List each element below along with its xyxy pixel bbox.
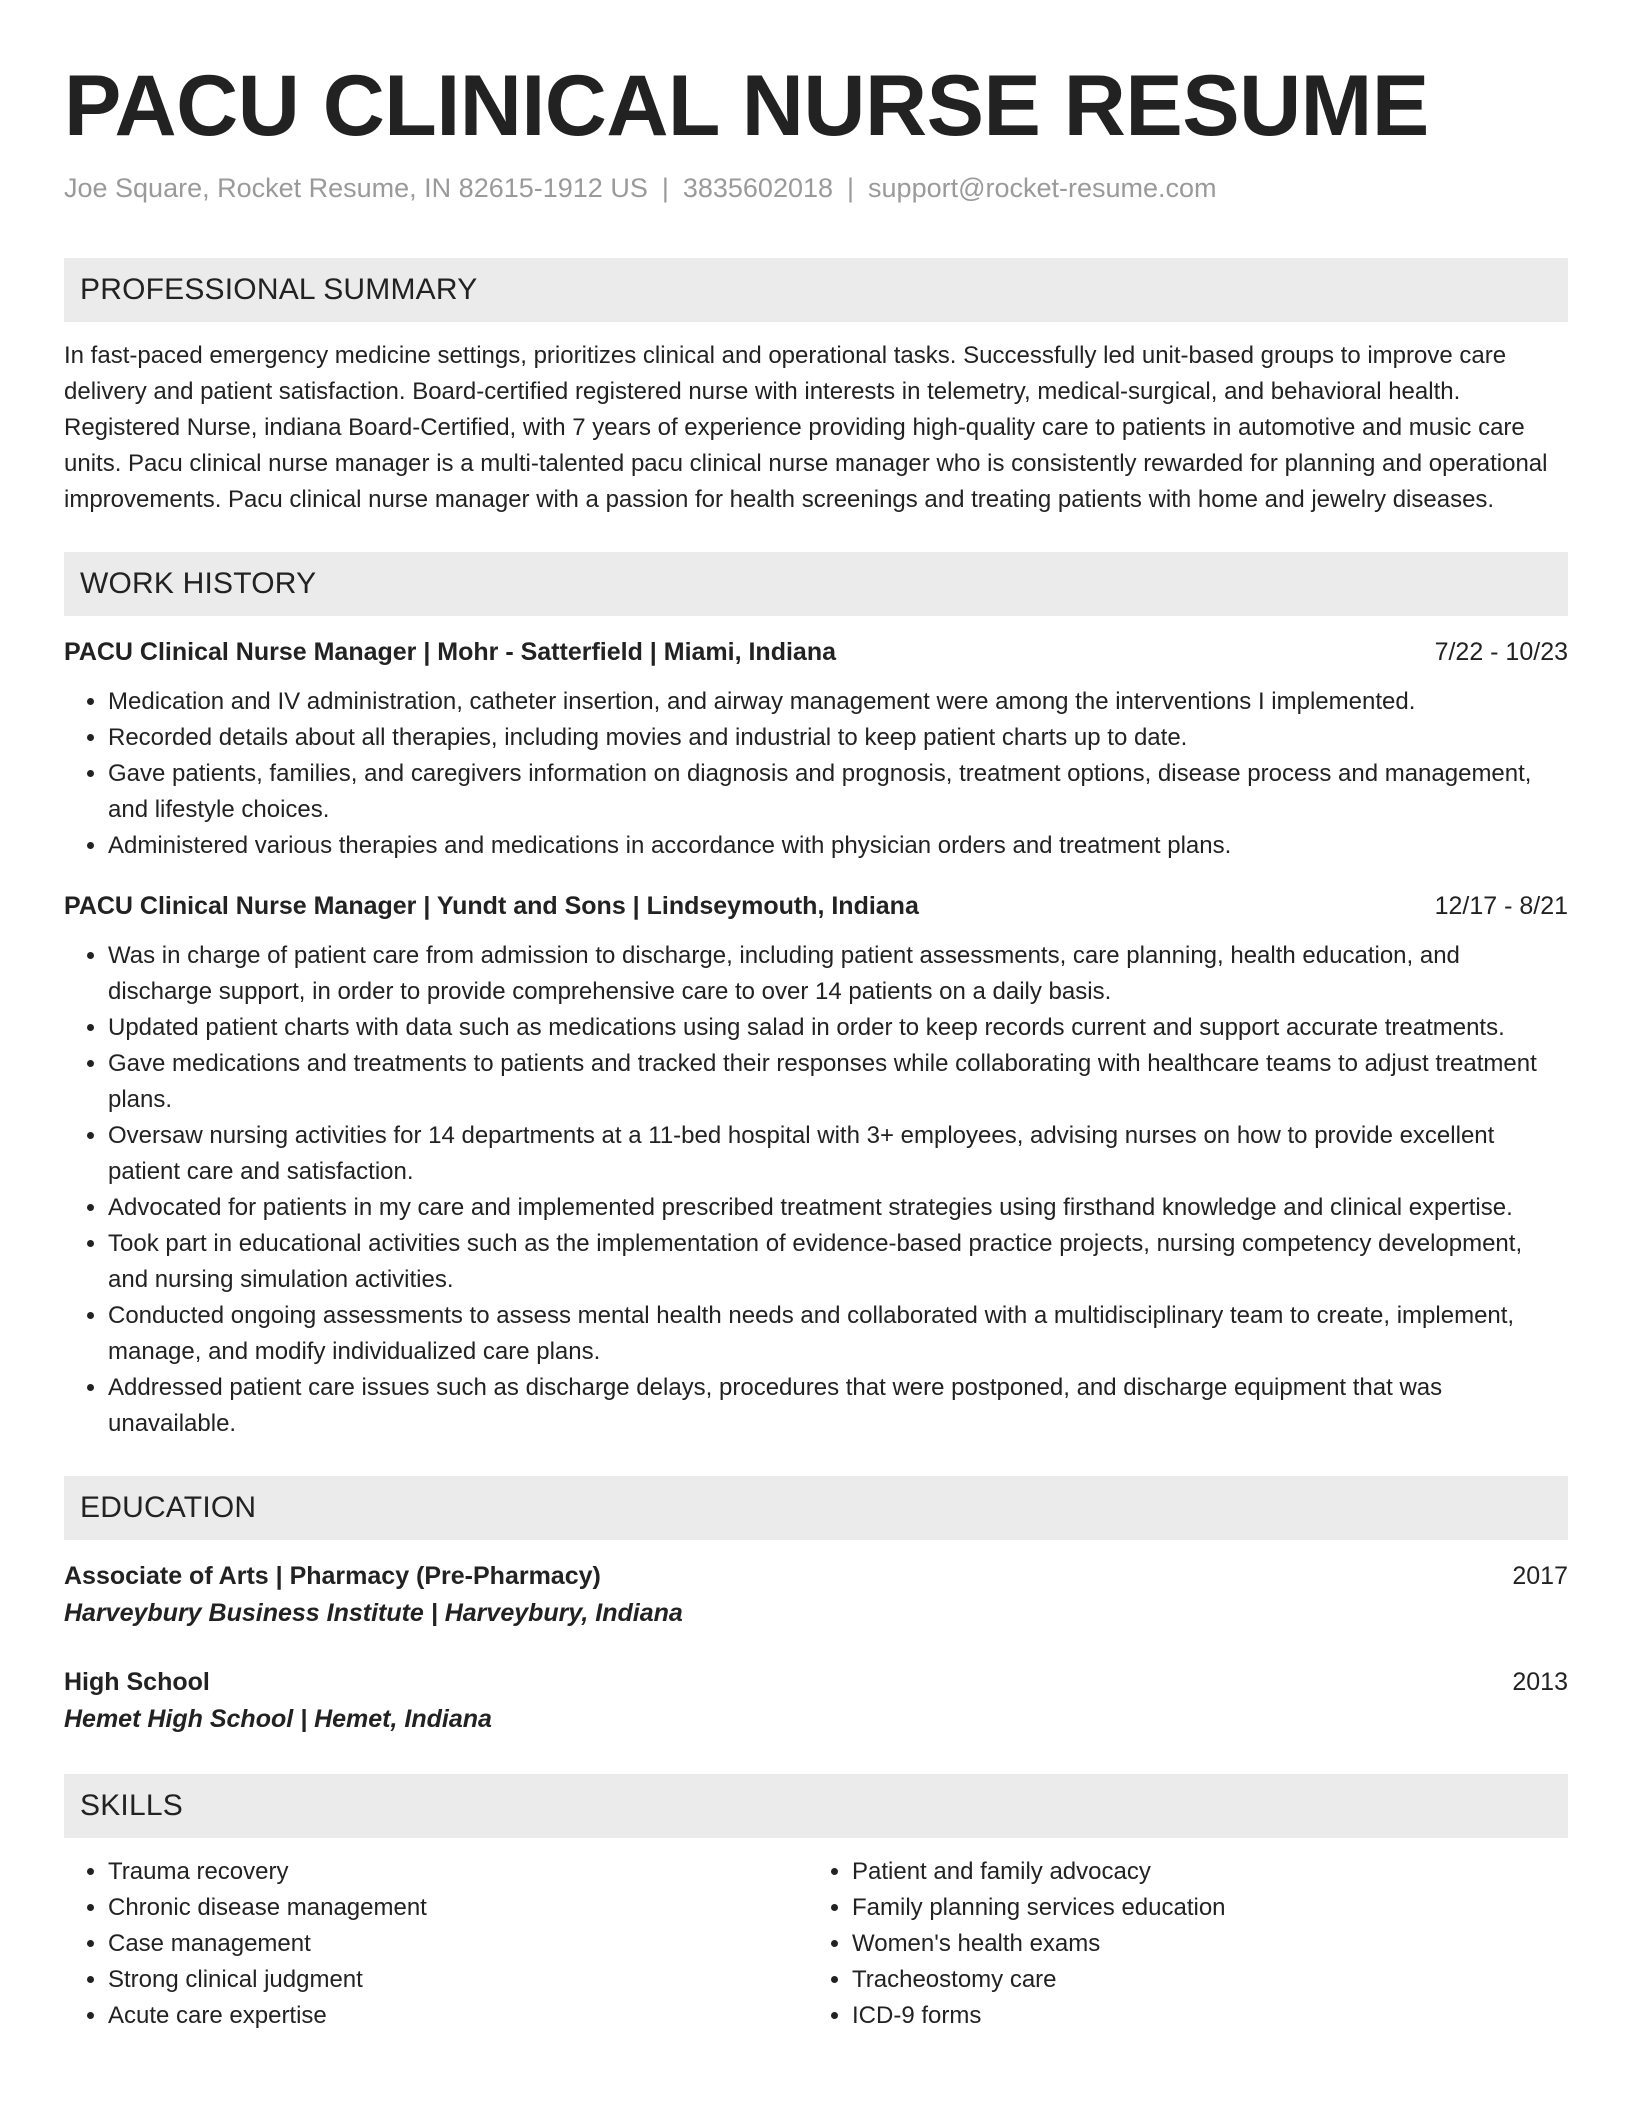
section-header-education: EDUCATION: [64, 1476, 1568, 1540]
job-bullet: • Advocated for patients in my care and implemented prescribed treatment strategies using firsthand knowledge and clinical expertise.: [108, 1190, 1568, 1226]
job-bullet: • Gave medications and treatments to patients and tracked their responses while collaborating with healthcare teams to adjust treatment plans.: [108, 1046, 1568, 1118]
job-bullet: • Updated patient charts with data such as medications using salad in order to keep records current and support accurate treatments.: [108, 1010, 1568, 1046]
job-header: [64, 888, 1568, 924]
skill-item: • Acute care expertise: [108, 1998, 808, 2034]
education-year: 2013: [1512, 1668, 1568, 1696]
skill-item: • Trauma recovery: [108, 1854, 808, 1890]
skills-list: [64, 1854, 1568, 2034]
job-entry: [64, 888, 1568, 1442]
contact-phone: 3835602018: [682, 173, 834, 203]
contact-email: support@rocket-resume.com: [868, 173, 1217, 203]
job-bullet: • Gave patients, families, and caregivers information on diagnosis and prognosis, treatment options, disease process and management, and lifestyle choices.: [108, 756, 1568, 828]
job-bullet: • Conducted ongoing assessments to assess mental health needs and collaborated with a multidisciplinary team to create, implement, manage, and modify individualized care plans.: [108, 1298, 1568, 1370]
contact-separator: |: [847, 173, 855, 203]
job-bullet: • Took part in educational activities such as the implementation of evidence-based practice projects, nursing competency development, and nursing simulation activities.: [108, 1226, 1568, 1298]
job-bullet: • Was in charge of patient care from admission to discharge, including patient assessments, care planning, health education, and discharge support, in order to provide comprehensive care to over 14 patients on a daily basis.: [108, 938, 1568, 1010]
section-header-summary: PROFESSIONAL SUMMARY: [64, 258, 1568, 322]
job-entry: [64, 634, 1568, 864]
skill-item: • Women's health exams: [852, 1926, 1568, 1962]
job-header: [64, 634, 1568, 670]
contact-separator: |: [661, 173, 669, 203]
job-title: PACU Clinical Nurse Manager | Mohr - Satterfield | Miami, Indiana: [64, 638, 836, 666]
contact-address: Joe Square, Rocket Resume, IN 82615-1912 US: [64, 173, 648, 203]
job-bullet: • Medication and IV administration, catheter insertion, and airway management were among the interventions I implemented.: [108, 684, 1568, 720]
education-entry: [64, 1664, 1568, 1738]
job-bullet: • Administered various therapies and medications in accordance with physician orders and treatment plans.: [108, 828, 1568, 864]
job-bullets: [64, 938, 1568, 1442]
job-bullet: • Addressed patient care issues such as discharge delays, procedures that were postponed, and discharge equipment that was unavailable.: [108, 1370, 1568, 1442]
skill-item: • Strong clinical judgment: [108, 1962, 808, 1998]
skill-item: • Patient and family advocacy: [852, 1854, 1568, 1890]
section-header-work-history: WORK HISTORY: [64, 552, 1568, 616]
skill-item: • Family planning services education: [852, 1890, 1568, 1926]
job-dates: 7/22 - 10/23: [1434, 638, 1568, 666]
resume-title: PACU CLINICAL NURSE RESUME: [64, 58, 1429, 154]
summary-text: In fast-paced emergency medicine settings, prioritizes clinical and operational tasks. Successfully led unit-based groups to improve care delivery and patient satisfaction. Board-certified registered nurse with interests in telemetry, medical-surgical, and behavioral health. Registered Nurse, indiana Board-Certified, with 7 years of experience providing high-quality care to patients in automotive and music care units. Pacu clinical nurse manager is a multi-talented pacu clinical nurse manager who is consistently rewarded for planning and operational improvements. Pacu clinical nurse manager with a passion for health screenings and treating patients with home and jewelry diseases.: [64, 342, 1548, 513]
education-school: Hemet High School | Hemet, Indiana: [64, 1705, 492, 1733]
skill-item: • Chronic disease management: [108, 1890, 808, 1926]
education-school: Harveybury Business Institute | Harveybury, Indiana: [64, 1599, 683, 1627]
education-degree: Associate of Arts | Pharmacy (Pre-Pharmacy): [64, 1562, 601, 1590]
education-degree: High School: [64, 1668, 210, 1696]
job-bullets: [64, 684, 1568, 864]
job-title: PACU Clinical Nurse Manager | Yundt and Sons | Lindseymouth, Indiana: [64, 892, 919, 920]
education-header: [64, 1558, 1568, 1594]
skill-item: • Case management: [108, 1926, 808, 1962]
section-header-skills: SKILLS: [64, 1774, 1568, 1838]
job-bullet: • Oversaw nursing activities for 14 departments at a 11-bed hospital with 3+ employees, advising nurses on how to provide excellent patient care and satisfaction.: [108, 1118, 1568, 1190]
skill-item: • ICD-9 forms: [852, 1998, 1568, 2034]
job-dates: 12/17 - 8/21: [1434, 892, 1568, 920]
skills-column-right: [808, 1854, 1568, 2034]
education-year: 2017: [1512, 1562, 1568, 1590]
skills-column-left: [64, 1854, 808, 2034]
skill-item: • Tracheostomy care: [852, 1962, 1568, 1998]
education-header: [64, 1664, 1568, 1700]
education-entry: [64, 1558, 1568, 1632]
contact-line: [64, 170, 1568, 206]
job-bullet: • Recorded details about all therapies, including movies and industrial to keep patient charts up to date.: [108, 720, 1568, 756]
